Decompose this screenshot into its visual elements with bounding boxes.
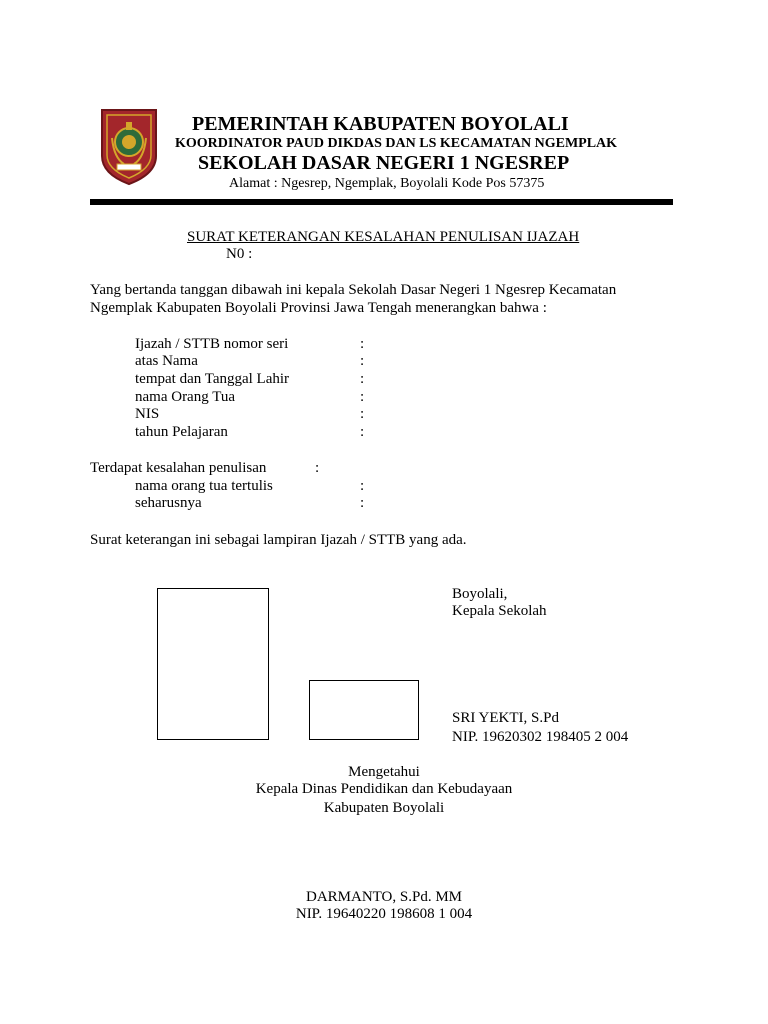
ack-name: DARMANTO, S.Pd. MM bbox=[305, 889, 462, 905]
ack-line-2: Kepala Dinas Pendidikan dan Kebudayaan bbox=[255, 781, 513, 797]
regency-crest-icon bbox=[100, 108, 158, 186]
letterhead-divider bbox=[90, 199, 673, 205]
field-label-name: atas Nama bbox=[135, 353, 198, 369]
error-sep-correct: : bbox=[360, 495, 365, 511]
ack-line-3: Kabupaten Boyolali bbox=[323, 800, 445, 816]
field-sep-name: : bbox=[360, 353, 365, 369]
signature-nip: NIP. 19620302 198405 2 004 bbox=[452, 729, 629, 745]
error-sep-written: : bbox=[360, 478, 365, 494]
intro-line-2: Ngemplak Kabupaten Boyolali Provinsi Jawa Tengah menerangkan bahwa : bbox=[90, 300, 547, 316]
document-title: SURAT KETERANGAN KESALAHAN PENULISAN IJAZAH bbox=[187, 229, 580, 245]
error-label-correct: seharusnya bbox=[135, 495, 202, 511]
field-sep-parent: : bbox=[360, 389, 365, 405]
ack-nip: NIP. 19640220 198608 1 004 bbox=[295, 906, 473, 922]
letterhead-government: PEMERINTAH KABUPATEN BOYOLALI bbox=[192, 113, 569, 135]
signature-role: Kepala Sekolah bbox=[452, 603, 547, 619]
error-heading: Terdapat kesalahan penulisan bbox=[90, 460, 267, 476]
field-label-birth: tempat dan Tanggal Lahir bbox=[135, 371, 290, 387]
error-label-written: nama orang tua tertulis bbox=[135, 478, 273, 494]
field-sep-nis: : bbox=[360, 406, 365, 422]
letterhead-address: Alamat : Ngesrep, Ngemplak, Boyolali Kode Pos 57375 bbox=[229, 176, 545, 191]
field-sep-serial: : bbox=[360, 336, 365, 352]
intro-line-1: Yang bertanda tanggan dibawah ini kepala Sekolah Dasar Negeri 1 Ngesrep Kecamatan bbox=[90, 282, 617, 298]
field-sep-birth: : bbox=[360, 371, 365, 387]
field-label-serial: Ijazah / STTB nomor seri bbox=[135, 336, 289, 352]
stamp-box bbox=[309, 680, 419, 740]
field-label-parent: nama Orang Tua bbox=[135, 389, 235, 405]
field-sep-year: : bbox=[360, 424, 365, 440]
letterhead-school: SEKOLAH DASAR NEGERI 1 NGESREP bbox=[198, 152, 570, 174]
ack-line-1: Mengetahui bbox=[348, 764, 420, 780]
document-number: N0 : bbox=[226, 246, 253, 262]
photo-box bbox=[157, 588, 269, 740]
closing-statement: Surat keterangan ini sebagai lampiran Ijazah / STTB yang ada. bbox=[90, 532, 467, 548]
signature-place: Boyolali, bbox=[452, 586, 508, 602]
field-label-year: tahun Pelajaran bbox=[135, 424, 228, 440]
letterhead-coordinator: KOORDINATOR PAUD DIKDAS DAN LS KECAMATAN NGEMPLAK bbox=[175, 136, 618, 151]
error-heading-sep: : bbox=[315, 460, 320, 476]
signature-name: SRI YEKTI, S.Pd bbox=[452, 710, 559, 726]
field-label-nis: NIS bbox=[135, 406, 160, 422]
